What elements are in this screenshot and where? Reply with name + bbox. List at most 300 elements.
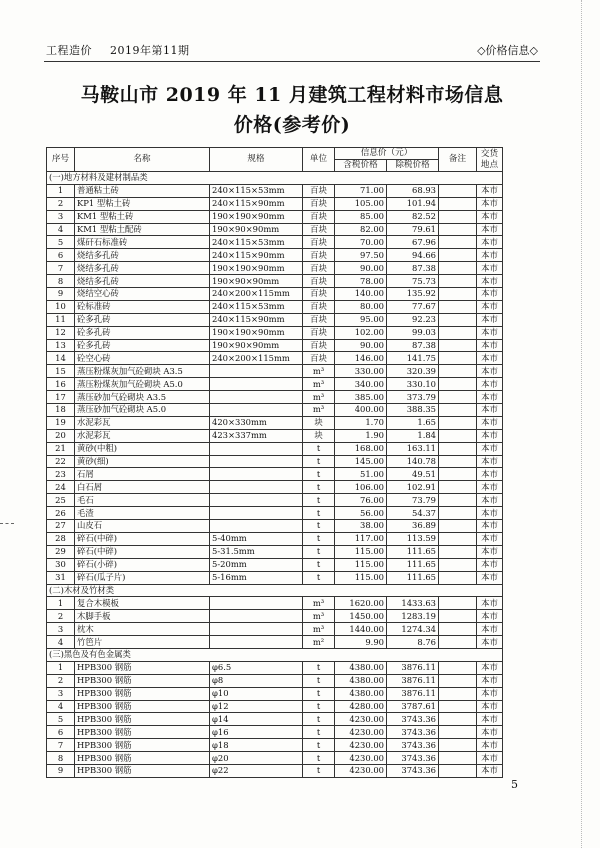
cell-price-tax: 4380.00 xyxy=(335,674,387,687)
cell-price-tax: 400.00 xyxy=(335,404,387,417)
cell-spec xyxy=(210,636,303,649)
cell-price-notax: 92.23 xyxy=(387,313,439,326)
cell-price-tax: 115.00 xyxy=(335,545,387,558)
cell-seq: 2 xyxy=(47,674,75,687)
cell-name: KM1 型粘土砖 xyxy=(75,210,210,223)
cell-remark xyxy=(439,442,477,455)
cell-delivery: 本市 xyxy=(477,416,503,429)
cell-seq: 7 xyxy=(47,262,75,275)
cell-price-tax: 168.00 xyxy=(335,442,387,455)
cell-delivery: 本市 xyxy=(477,507,503,520)
cell-price-tax: 4230.00 xyxy=(335,726,387,739)
cell-price-notax: 99.03 xyxy=(387,326,439,339)
cell-delivery: 本市 xyxy=(477,571,503,584)
cell-spec: 190×90×90mm xyxy=(210,223,303,236)
cell-price-notax: 77.67 xyxy=(387,300,439,313)
header-divider xyxy=(44,61,540,62)
cell-unit: t xyxy=(303,752,335,765)
cell-unit: t xyxy=(303,739,335,752)
cell-delivery: 本市 xyxy=(477,442,503,455)
cell-price-notax: 3876.11 xyxy=(387,661,439,674)
cell-seq: 1 xyxy=(47,661,75,674)
cell-unit: t xyxy=(303,687,335,700)
cell-price-tax: 1620.00 xyxy=(335,597,387,610)
cell-remark xyxy=(439,507,477,520)
cell-spec: φ12 xyxy=(210,700,303,713)
cell-remark xyxy=(439,416,477,429)
cell-delivery: 本市 xyxy=(477,210,503,223)
cell-price-tax: 9.90 xyxy=(335,636,387,649)
cell-delivery: 本市 xyxy=(477,197,503,210)
cell-delivery: 本市 xyxy=(477,739,503,752)
cell-delivery: 本市 xyxy=(477,455,503,468)
title-line-1: 马鞍山市 2019 年 11 月建筑工程材料市场信息 xyxy=(80,84,504,106)
running-header-left xyxy=(46,42,204,58)
cell-seq: 2 xyxy=(47,197,75,210)
cell-price-tax: 4230.00 xyxy=(335,764,387,777)
cell-remark xyxy=(439,532,477,545)
cell-price-tax: 78.00 xyxy=(335,275,387,288)
cell-price-notax: 94.66 xyxy=(387,249,439,262)
cell-delivery: 本市 xyxy=(477,558,503,571)
cell-price-notax: 87.38 xyxy=(387,339,439,352)
cell-price-tax: 145.00 xyxy=(335,455,387,468)
cell-spec xyxy=(210,391,303,404)
cell-price-notax: 3876.11 xyxy=(387,687,439,700)
cell-remark xyxy=(439,391,477,404)
cell-price-notax: 8.76 xyxy=(387,636,439,649)
cell-delivery: 本市 xyxy=(477,184,503,197)
cell-remark xyxy=(439,661,477,674)
cell-remark xyxy=(439,365,477,378)
cell-price-notax: 111.65 xyxy=(387,571,439,584)
section-title: (三)黑色及有色金属类 xyxy=(47,648,503,661)
table-row xyxy=(47,752,503,765)
table-row xyxy=(47,288,503,301)
table-row xyxy=(47,442,503,455)
cell-seq: 4 xyxy=(47,223,75,236)
cell-price-tax: 71.00 xyxy=(335,184,387,197)
cell-price-notax: 79.61 xyxy=(387,223,439,236)
cell-price-notax: 1433.63 xyxy=(387,597,439,610)
table-row xyxy=(47,404,503,417)
cell-delivery: 本市 xyxy=(477,275,503,288)
cell-name: 烧结多孔砖 xyxy=(75,249,210,262)
cell-delivery: 本市 xyxy=(477,661,503,674)
table-row xyxy=(47,687,503,700)
cell-spec: 240×115×53mm xyxy=(210,184,303,197)
cell-remark xyxy=(439,558,477,571)
cell-name: 碎石(瓜子片) xyxy=(75,571,210,584)
cell-price-tax: 95.00 xyxy=(335,313,387,326)
cell-unit: 百块 xyxy=(303,184,335,197)
cell-name: 碎石(小碎) xyxy=(75,558,210,571)
cell-spec: 5-16mm xyxy=(210,571,303,584)
cell-unit: m² xyxy=(303,636,335,649)
col-header-unit: 单位 xyxy=(303,148,335,172)
cell-unit: 百块 xyxy=(303,326,335,339)
cell-spec: φ10 xyxy=(210,687,303,700)
cell-spec xyxy=(210,455,303,468)
cell-remark xyxy=(439,545,477,558)
cell-spec: 240×115×90mm xyxy=(210,313,303,326)
table-row xyxy=(47,184,503,197)
cell-remark xyxy=(439,597,477,610)
cell-delivery: 本市 xyxy=(477,623,503,636)
cell-unit: t xyxy=(303,764,335,777)
cell-seq: 1 xyxy=(47,184,75,197)
cell-price-tax: 85.00 xyxy=(335,210,387,223)
cell-name: HPB300 钢筋 xyxy=(75,739,210,752)
table-row xyxy=(47,623,503,636)
cell-spec: 190×190×90mm xyxy=(210,326,303,339)
cell-name: 蒸压粉煤灰加气砼砌块 A5.0 xyxy=(75,378,210,391)
cell-unit: m³ xyxy=(303,610,335,623)
cell-price-notax: 163.11 xyxy=(387,442,439,455)
cell-price-tax: 4230.00 xyxy=(335,739,387,752)
section-row xyxy=(47,584,503,597)
cell-price-notax: 36.89 xyxy=(387,520,439,533)
table-row xyxy=(47,520,503,533)
cell-seq: 26 xyxy=(47,507,75,520)
cell-unit: t xyxy=(303,726,335,739)
cell-price-notax: 102.91 xyxy=(387,481,439,494)
cell-remark xyxy=(439,249,477,262)
cell-remark xyxy=(439,494,477,507)
cell-unit: t xyxy=(303,532,335,545)
cell-unit: 百块 xyxy=(303,352,335,365)
cell-spec xyxy=(210,468,303,481)
cell-price-tax: 140.00 xyxy=(335,288,387,301)
cell-name: 砼多孔砖 xyxy=(75,339,210,352)
cell-unit: 块 xyxy=(303,416,335,429)
cell-unit: t xyxy=(303,545,335,558)
cell-price-notax: 1283.19 xyxy=(387,610,439,623)
table-row xyxy=(47,236,503,249)
cell-delivery: 本市 xyxy=(477,597,503,610)
cell-seq: 29 xyxy=(47,545,75,558)
cell-remark xyxy=(439,300,477,313)
cell-price-notax: 3743.36 xyxy=(387,739,439,752)
scan-edge-line xyxy=(581,0,582,848)
cell-unit: t xyxy=(303,442,335,455)
cell-price-tax: 1.70 xyxy=(335,416,387,429)
cell-name: 蒸压砂加气砼砌块 A3.5 xyxy=(75,391,210,404)
cell-price-notax: 113.59 xyxy=(387,532,439,545)
cell-remark xyxy=(439,339,477,352)
col-header-price-notax: 除税价格 xyxy=(387,160,439,172)
cell-delivery: 本市 xyxy=(477,610,503,623)
cell-price-notax: 54.37 xyxy=(387,507,439,520)
cell-unit: t xyxy=(303,507,335,520)
cell-spec: 240×115×90mm xyxy=(210,197,303,210)
cell-spec: φ18 xyxy=(210,739,303,752)
cell-unit: 百块 xyxy=(303,313,335,326)
cell-seq: 14 xyxy=(47,352,75,365)
cell-remark xyxy=(439,700,477,713)
cell-seq: 30 xyxy=(47,558,75,571)
cell-spec: 423×337mm xyxy=(210,429,303,442)
section-title: (二)木材及竹材类 xyxy=(47,584,503,597)
cell-unit: 百块 xyxy=(303,236,335,249)
cell-unit: t xyxy=(303,674,335,687)
table-row xyxy=(47,661,503,674)
cell-remark xyxy=(439,352,477,365)
cell-price-tax: 1450.00 xyxy=(335,610,387,623)
cell-delivery: 本市 xyxy=(477,674,503,687)
table-row xyxy=(47,275,503,288)
cell-delivery: 本市 xyxy=(477,288,503,301)
table-row xyxy=(47,507,503,520)
cell-delivery: 本市 xyxy=(477,494,503,507)
table-row xyxy=(47,210,503,223)
cell-remark xyxy=(439,520,477,533)
cell-name: 复合木模板 xyxy=(75,597,210,610)
cell-seq: 17 xyxy=(47,391,75,404)
cell-seq: 8 xyxy=(47,275,75,288)
cell-seq: 3 xyxy=(47,623,75,636)
journal-name: 工程造价 xyxy=(46,44,92,57)
cell-seq: 28 xyxy=(47,532,75,545)
cell-delivery: 本市 xyxy=(477,236,503,249)
cell-delivery: 本市 xyxy=(477,687,503,700)
table-row xyxy=(47,468,503,481)
cell-unit: 百块 xyxy=(303,300,335,313)
cell-delivery: 本市 xyxy=(477,404,503,417)
table-row xyxy=(47,494,503,507)
cell-price-notax: 373.79 xyxy=(387,391,439,404)
col-header-seq: 序号 xyxy=(47,148,75,172)
cell-seq: 6 xyxy=(47,726,75,739)
cell-price-notax: 388.35 xyxy=(387,404,439,417)
cell-unit: m³ xyxy=(303,404,335,417)
cell-remark xyxy=(439,636,477,649)
cell-unit: t xyxy=(303,700,335,713)
section-label: ◇价格信息◇ xyxy=(477,44,538,57)
cell-seq: 27 xyxy=(47,520,75,533)
cell-price-tax: 4380.00 xyxy=(335,687,387,700)
cell-delivery: 本市 xyxy=(477,726,503,739)
cell-remark xyxy=(439,610,477,623)
cell-seq: 21 xyxy=(47,442,75,455)
cell-unit: t xyxy=(303,455,335,468)
cell-remark xyxy=(439,674,477,687)
cell-remark xyxy=(439,739,477,752)
cell-price-notax: 140.78 xyxy=(387,455,439,468)
cell-name: 枕木 xyxy=(75,623,210,636)
cell-seq: 3 xyxy=(47,210,75,223)
table-row xyxy=(47,249,503,262)
cell-spec: 5-40mm xyxy=(210,532,303,545)
cell-spec xyxy=(210,365,303,378)
cell-price-tax: 106.00 xyxy=(335,481,387,494)
cell-name: 毛渣 xyxy=(75,507,210,520)
table-row xyxy=(47,726,503,739)
cell-spec: φ20 xyxy=(210,752,303,765)
table-row xyxy=(47,313,503,326)
cell-price-notax: 3743.36 xyxy=(387,726,439,739)
cell-delivery: 本市 xyxy=(477,764,503,777)
cell-delivery: 本市 xyxy=(477,429,503,442)
cell-name: 毛石 xyxy=(75,494,210,507)
cell-price-tax: 340.00 xyxy=(335,378,387,391)
cell-remark xyxy=(439,223,477,236)
cell-seq: 31 xyxy=(47,571,75,584)
cell-spec: 5-20mm xyxy=(210,558,303,571)
cell-remark xyxy=(439,313,477,326)
cell-spec: φ14 xyxy=(210,713,303,726)
cell-name: 木脚手板 xyxy=(75,610,210,623)
table-row xyxy=(47,300,503,313)
cell-price-tax: 330.00 xyxy=(335,365,387,378)
cell-remark xyxy=(439,184,477,197)
cell-spec: 190×190×90mm xyxy=(210,210,303,223)
cell-name: 砼空心砖 xyxy=(75,352,210,365)
cell-spec: φ16 xyxy=(210,726,303,739)
cell-name: 蒸压砂加气砼砌块 A5.0 xyxy=(75,404,210,417)
table-row xyxy=(47,429,503,442)
cell-name: HPB300 钢筋 xyxy=(75,713,210,726)
cell-name: 砼标准砖 xyxy=(75,300,210,313)
cell-unit: t xyxy=(303,713,335,726)
cell-spec xyxy=(210,442,303,455)
cell-remark xyxy=(439,378,477,391)
cell-seq: 9 xyxy=(47,764,75,777)
cell-price-notax: 3743.36 xyxy=(387,713,439,726)
cell-seq: 12 xyxy=(47,326,75,339)
cell-name: 碎石(中碎) xyxy=(75,545,210,558)
cell-price-tax: 38.00 xyxy=(335,520,387,533)
cell-price-tax: 4230.00 xyxy=(335,752,387,765)
cell-unit: 百块 xyxy=(303,339,335,352)
cell-name: KP1 型粘土砖 xyxy=(75,197,210,210)
price-table xyxy=(46,147,503,778)
cell-price-tax: 80.00 xyxy=(335,300,387,313)
cell-name: 砼多孔砖 xyxy=(75,326,210,339)
col-header-remark: 备注 xyxy=(439,148,477,172)
cell-name: 石屑 xyxy=(75,468,210,481)
table-row xyxy=(47,532,503,545)
cell-seq: 22 xyxy=(47,455,75,468)
cell-unit: t xyxy=(303,520,335,533)
issue-label: 2019年第11期 xyxy=(110,44,190,57)
table-row xyxy=(47,339,503,352)
table-header xyxy=(47,148,503,172)
table-row xyxy=(47,365,503,378)
table-row xyxy=(47,481,503,494)
cell-price-notax: 82.52 xyxy=(387,210,439,223)
cell-name: 水泥彩瓦 xyxy=(75,429,210,442)
cell-spec xyxy=(210,623,303,636)
cell-seq: 5 xyxy=(47,713,75,726)
cell-price-notax: 141.75 xyxy=(387,352,439,365)
col-header-name: 名称 xyxy=(75,148,210,172)
cell-remark xyxy=(439,326,477,339)
table-row xyxy=(47,636,503,649)
cell-delivery: 本市 xyxy=(477,700,503,713)
cell-seq: 13 xyxy=(47,339,75,352)
cell-delivery: 本市 xyxy=(477,481,503,494)
cell-price-notax: 111.65 xyxy=(387,545,439,558)
table-body xyxy=(47,172,503,778)
cell-name: HPB300 钢筋 xyxy=(75,661,210,674)
cell-price-notax: 330.10 xyxy=(387,378,439,391)
cell-spec xyxy=(210,404,303,417)
cell-remark xyxy=(439,262,477,275)
table-row xyxy=(47,197,503,210)
cell-spec xyxy=(210,610,303,623)
cell-price-notax: 1.65 xyxy=(387,416,439,429)
cell-remark xyxy=(439,752,477,765)
cell-remark xyxy=(439,687,477,700)
cell-seq: 8 xyxy=(47,752,75,765)
cell-remark xyxy=(439,197,477,210)
cell-seq: 23 xyxy=(47,468,75,481)
cell-unit: 块 xyxy=(303,429,335,442)
cell-unit: m³ xyxy=(303,623,335,636)
cell-unit: m³ xyxy=(303,597,335,610)
cell-name: 山皮石 xyxy=(75,520,210,533)
title-line-2: 价格(参考价) xyxy=(233,114,351,136)
cell-remark xyxy=(439,726,477,739)
cell-seq: 5 xyxy=(47,236,75,249)
cell-delivery: 本市 xyxy=(477,352,503,365)
cell-remark xyxy=(439,288,477,301)
cell-name: 煤矸石标准砖 xyxy=(75,236,210,249)
cell-price-tax: 4280.00 xyxy=(335,700,387,713)
cell-remark xyxy=(439,713,477,726)
cell-price-tax: 102.00 xyxy=(335,326,387,339)
cell-name: 黄砂(细) xyxy=(75,455,210,468)
cell-spec: φ6.5 xyxy=(210,661,303,674)
cell-spec xyxy=(210,520,303,533)
cell-price-notax: 3787.61 xyxy=(387,700,439,713)
cell-name: HPB300 钢筋 xyxy=(75,726,210,739)
cell-price-notax: 320.39 xyxy=(387,365,439,378)
cell-price-tax: 90.00 xyxy=(335,262,387,275)
cell-spec xyxy=(210,494,303,507)
cell-price-notax: 3743.36 xyxy=(387,764,439,777)
section-row xyxy=(47,172,503,185)
cell-unit: t xyxy=(303,571,335,584)
table-row xyxy=(47,610,503,623)
cell-seq: 25 xyxy=(47,494,75,507)
col-header-spec: 规格 xyxy=(210,148,303,172)
cell-name: 烧结空心砖 xyxy=(75,288,210,301)
cell-price-tax: 51.00 xyxy=(335,468,387,481)
cell-unit: m³ xyxy=(303,391,335,404)
cell-name: 白石屑 xyxy=(75,481,210,494)
cell-price-tax: 1440.00 xyxy=(335,623,387,636)
table-row xyxy=(47,262,503,275)
cell-price-tax: 1.90 xyxy=(335,429,387,442)
cell-name: HPB300 钢筋 xyxy=(75,764,210,777)
cell-unit: m³ xyxy=(303,365,335,378)
table-row xyxy=(47,739,503,752)
cell-delivery: 本市 xyxy=(477,326,503,339)
cell-unit: 百块 xyxy=(303,210,335,223)
cell-name: 烧结多孔砖 xyxy=(75,262,210,275)
cell-price-tax: 82.00 xyxy=(335,223,387,236)
cell-remark xyxy=(439,481,477,494)
cell-remark xyxy=(439,571,477,584)
cell-unit: t xyxy=(303,558,335,571)
cell-name: 烧结多孔砖 xyxy=(75,275,210,288)
cell-seq: 6 xyxy=(47,249,75,262)
cell-delivery: 本市 xyxy=(477,636,503,649)
cell-price-tax: 115.00 xyxy=(335,571,387,584)
cell-price-tax: 56.00 xyxy=(335,507,387,520)
